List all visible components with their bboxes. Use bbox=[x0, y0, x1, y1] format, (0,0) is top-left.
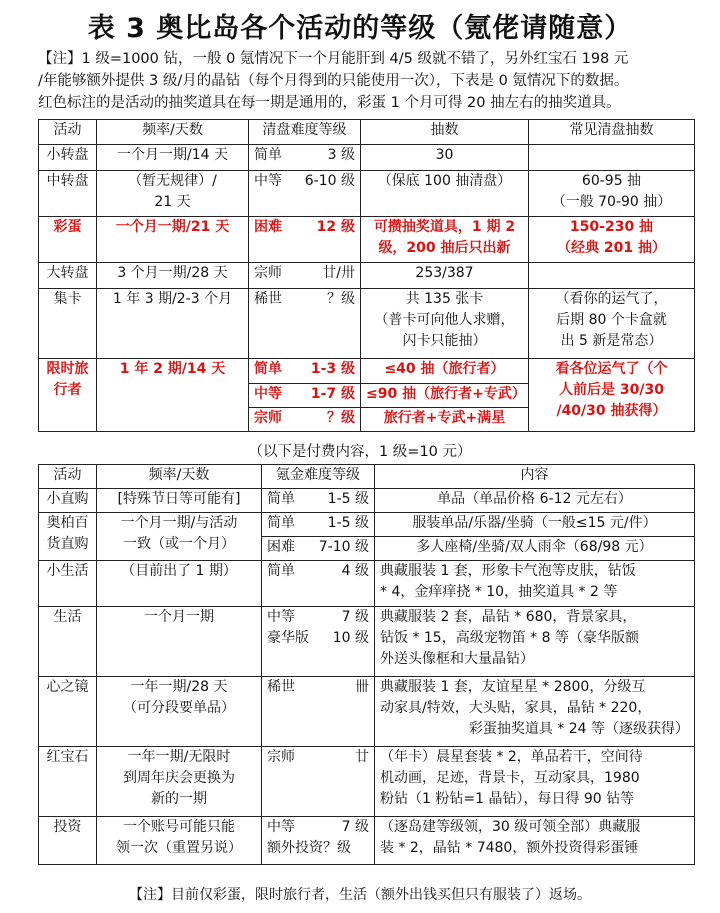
difficulty-label: 宗师 bbox=[254, 410, 282, 426]
content: 服装单品/乐器/坐骑（一般≤15 元/件） bbox=[375, 513, 695, 537]
content-line: （年卡）晨星套装 * 2，单品若干，空间待 bbox=[380, 749, 643, 765]
name-line: 奥柏百 bbox=[46, 515, 89, 531]
difficulty-label: 稀世 bbox=[254, 291, 282, 307]
paid-content-note: （以下是付费内容，1 级=10 元） bbox=[248, 444, 472, 460]
frequency: 一个月一期/14 天 bbox=[97, 145, 249, 171]
difficulty-level: 廿 bbox=[355, 749, 369, 765]
draws-line: 可攒抽奖道具，1 期 2 bbox=[373, 219, 516, 235]
table-row bbox=[39, 607, 695, 677]
frequency-line: 一个账号可能只能 bbox=[123, 819, 235, 835]
difficulty bbox=[262, 607, 375, 677]
table-row bbox=[39, 677, 695, 747]
content-line: 机动画，足迹，背景卡，互动家具，1980 bbox=[380, 770, 640, 786]
frequency bbox=[97, 171, 249, 217]
content-line: 外送头像框和大量晶钻） bbox=[380, 651, 534, 667]
difficulty bbox=[249, 217, 361, 263]
activity-name: 心之镜 bbox=[39, 677, 97, 747]
draws bbox=[361, 217, 529, 263]
common-draws bbox=[529, 359, 695, 432]
difficulty-level: 1-5 级 bbox=[327, 515, 369, 531]
common-draws bbox=[529, 171, 695, 217]
header-cell: 常见清盘抽数 bbox=[529, 120, 695, 145]
common-draws bbox=[529, 263, 695, 289]
difficulty bbox=[262, 817, 375, 865]
content-line: 彩蛋抽奖道具 * 24 等（逐级获得） bbox=[468, 721, 689, 737]
header-cell: 活动 bbox=[39, 465, 97, 489]
content: 单品（单品价格 6-12 元左右） bbox=[375, 489, 695, 513]
name-line: 限时旅 bbox=[46, 361, 89, 377]
difficulty-label: 稀世 bbox=[267, 679, 295, 695]
common-line: （一般 70-90 抽） bbox=[551, 194, 672, 210]
content-line: 动家具/特效，大头贴，家具，晶钻 * 220， bbox=[380, 700, 652, 716]
difficulty-label: 简单 bbox=[254, 361, 282, 377]
table-row bbox=[39, 359, 695, 384]
table-header bbox=[39, 120, 695, 145]
common-line: /40/30 抽获得） bbox=[556, 403, 667, 419]
frequency-line: 一致（或一个月） bbox=[123, 536, 235, 552]
difficulty-label: 宗师 bbox=[267, 749, 295, 765]
common-draws bbox=[529, 289, 695, 359]
frequency-line: 领一次（重置另说） bbox=[116, 840, 242, 856]
difficulty-label: 中等 bbox=[254, 173, 282, 189]
difficulty-level: ？级 bbox=[327, 410, 355, 426]
footer-note: 【注】目前仅彩蛋，限时旅行者，生活（额外出钱买但只有服装了）返场。 bbox=[129, 887, 591, 903]
header-cell: 内容 bbox=[375, 465, 695, 489]
note-line: 【注】1 级=1000 钻，一般 0 氪情况下一个月能肝到 4/5 级就不错了，另外红宝石 198 元 bbox=[38, 51, 629, 67]
difficulty-label: 简单 bbox=[267, 563, 295, 579]
frequency: （目前出了 1 期） bbox=[97, 561, 262, 607]
frequency: 1 年 3 期/2-3 个月 bbox=[97, 289, 249, 359]
difficulty-level: 10 级 bbox=[332, 630, 369, 646]
frequency-line: （暂无规律）/ bbox=[128, 173, 217, 189]
difficulty bbox=[249, 384, 361, 408]
frequency-line: （可分段要单品） bbox=[123, 700, 235, 716]
header-cell: 频率/天数 bbox=[97, 465, 262, 489]
table-row bbox=[39, 171, 695, 217]
frequency-line: 21 天 bbox=[154, 194, 191, 210]
frequency bbox=[97, 747, 262, 817]
content-line: * 4，金痒痒挠 * 10，抽奖道具 * 2 等 bbox=[380, 584, 618, 600]
paid-content-table bbox=[38, 464, 695, 865]
table-row bbox=[39, 263, 695, 289]
difficulty-level: 3 级 bbox=[327, 147, 355, 163]
difficulty bbox=[262, 747, 375, 817]
activity-name: 小直购 bbox=[39, 489, 97, 513]
content-line: 装 * 2，晶钻 * 7480，额外投资得彩蛋锤 bbox=[380, 840, 639, 856]
common-line: 人前后是 30/30 bbox=[559, 382, 664, 398]
difficulty bbox=[249, 408, 361, 432]
difficulty-label: 困难 bbox=[267, 539, 295, 555]
common-line: 60-95 抽 bbox=[581, 173, 642, 189]
difficulty bbox=[262, 513, 375, 537]
table-row bbox=[39, 489, 695, 513]
activity-name: 中转盘 bbox=[39, 171, 97, 217]
content-line: （逐岛建等级领，30 级可领全部）典藏服 bbox=[380, 819, 641, 835]
table-row bbox=[39, 145, 695, 171]
activity-name: 生活 bbox=[39, 607, 97, 677]
difficulty-level: 卌 bbox=[355, 679, 369, 695]
frequency-line: 一年一期/28 天 bbox=[130, 679, 228, 695]
difficulty-label: 简单 bbox=[267, 515, 295, 531]
difficulty-level: 4 级 bbox=[341, 563, 369, 579]
frequency-line: 一个月一期/与活动 bbox=[120, 515, 238, 531]
difficulty bbox=[249, 145, 361, 171]
difficulty-label: 额外投资？级 bbox=[267, 840, 351, 856]
difficulty-label: 中等 bbox=[267, 609, 295, 625]
content-line: 钻饭 * 15，高级宠物笛 * 8 等（豪华版额 bbox=[380, 630, 639, 646]
page-title: 表 3 奥比岛各个活动的等级（氪佬请随意） bbox=[87, 13, 633, 44]
difficulty-level: 1-7 级 bbox=[310, 386, 355, 402]
content-line: 典藏服装 1 套，形象卡气泡等皮肤，钻饭 bbox=[380, 563, 636, 579]
difficulty-level: 7 级 bbox=[341, 609, 369, 625]
draws: 旅行者+专武+满星 bbox=[361, 408, 529, 432]
common-line: （经典 201 抽） bbox=[557, 240, 666, 256]
frequency: 3 个月一期/28 天 bbox=[97, 263, 249, 289]
difficulty-label: 豪华版 bbox=[267, 630, 309, 646]
frequency: 一个月一期/21 天 bbox=[97, 217, 249, 263]
content-line: 典藏服装 1 套，友谊星星 * 2800，分级互 bbox=[380, 679, 646, 695]
difficulty-level: 6-10 级 bbox=[304, 173, 355, 189]
content: 多人座椅/坐骑/双人雨伞（68/98 元） bbox=[375, 537, 695, 561]
name-line: 货直购 bbox=[46, 536, 89, 552]
draws-line: 共 135 张卡 bbox=[405, 291, 484, 307]
table-row bbox=[39, 747, 695, 817]
header-cell: 频率/天数 bbox=[97, 120, 249, 145]
difficulty-level: 1-3 级 bbox=[310, 361, 355, 377]
draws-line: 级，200 抽后只出新 bbox=[378, 240, 511, 256]
activity-name: 彩蛋 bbox=[39, 217, 97, 263]
difficulty-label: 中等 bbox=[267, 819, 295, 835]
frequency-line: 新的一期 bbox=[151, 791, 207, 807]
difficulty bbox=[262, 561, 375, 607]
common-draws bbox=[529, 217, 695, 263]
common-line: 出 5 新是常态） bbox=[560, 333, 663, 349]
difficulty-label: 简单 bbox=[267, 491, 295, 507]
frequency: [特殊节日等可能有] bbox=[97, 489, 262, 513]
content bbox=[375, 747, 695, 817]
table-header bbox=[39, 465, 695, 489]
table-row bbox=[39, 561, 695, 607]
activity-name bbox=[39, 513, 97, 561]
frequency-line: 到周年庆会更换为 bbox=[123, 770, 235, 786]
draws: （保底 100 抽清盘） bbox=[361, 171, 529, 217]
draws-line: （普卡可向他人求赠， bbox=[374, 312, 515, 328]
common-line: 后期 80 个卡盒就 bbox=[556, 312, 667, 328]
content bbox=[375, 561, 695, 607]
content bbox=[375, 817, 695, 865]
activity-level-table bbox=[38, 119, 695, 432]
difficulty bbox=[249, 289, 361, 359]
difficulty-label: 中等 bbox=[254, 386, 282, 402]
difficulty-level: 廿/卅 bbox=[322, 265, 355, 281]
header-cell: 抽数 bbox=[361, 120, 529, 145]
difficulty-level: 7 级 bbox=[341, 819, 369, 835]
activity-name: 小生活 bbox=[39, 561, 97, 607]
common-line: 看各位运气了（个 bbox=[555, 361, 668, 377]
activity-name: 大转盘 bbox=[39, 263, 97, 289]
activity-name: 红宝石 bbox=[39, 747, 97, 817]
table-row bbox=[39, 817, 695, 865]
activity-name bbox=[39, 359, 97, 432]
content-line: 典藏服装 2 套，晶钻 * 680，背景家具， bbox=[380, 609, 637, 625]
content-line: 粉钻（1 粉钻=1 晶钻），每日得 90 钻等 bbox=[380, 791, 635, 807]
difficulty-label: 困难 bbox=[254, 219, 282, 235]
draws bbox=[361, 289, 529, 359]
difficulty bbox=[249, 263, 361, 289]
difficulty bbox=[249, 171, 361, 217]
difficulty-label: 宗师 bbox=[254, 265, 282, 281]
header-cell: 清盘难度等级 bbox=[249, 120, 361, 145]
difficulty bbox=[262, 537, 375, 561]
frequency bbox=[97, 513, 262, 561]
header-cell: 活动 bbox=[39, 120, 97, 145]
note-line: 红色标注的是活动的抽奖道具在每一期是通用的，彩蛋 1 个月可得 20 抽左右的抽奖道具。 bbox=[38, 95, 621, 111]
difficulty-level: 7-10 级 bbox=[318, 539, 369, 555]
content bbox=[375, 607, 695, 677]
difficulty-label: 简单 bbox=[254, 147, 282, 163]
draws-line: 闪卡只能抽） bbox=[402, 333, 487, 349]
frequency: 一个月一期 bbox=[97, 607, 262, 677]
draws: 253/387 bbox=[361, 263, 529, 289]
frequency-line: 一年一期/无限时 bbox=[127, 749, 231, 765]
difficulty-level: ？级 bbox=[327, 291, 355, 307]
frequency bbox=[97, 817, 262, 865]
note-line: /年能够额外提供 3 级/月的晶钻（每个月得到的只能使用一次），下表是 0 氪情况下的数据。 bbox=[38, 73, 629, 89]
common-draws bbox=[529, 145, 695, 171]
frequency bbox=[97, 677, 262, 747]
common-line: 150-230 抽 bbox=[569, 219, 654, 235]
common-line: （看你的运气了， bbox=[555, 291, 668, 307]
name-line: 行者 bbox=[53, 382, 82, 398]
difficulty-level: 12 级 bbox=[316, 219, 355, 235]
table-row bbox=[39, 217, 695, 263]
frequency: 1 年 2 期/14 天 bbox=[97, 359, 249, 432]
draws: ≤90 抽（旅行者+专武） bbox=[361, 384, 529, 408]
header-cell: 氪金难度等级 bbox=[262, 465, 375, 489]
difficulty bbox=[262, 489, 375, 513]
table-row bbox=[39, 513, 695, 537]
table-row bbox=[39, 289, 695, 359]
difficulty-level: 1-5 级 bbox=[327, 491, 369, 507]
notes bbox=[38, 48, 698, 114]
content bbox=[375, 677, 695, 747]
difficulty bbox=[262, 677, 375, 747]
draws: 30 bbox=[361, 145, 529, 171]
difficulty bbox=[249, 359, 361, 384]
activity-name: 小转盘 bbox=[39, 145, 97, 171]
activity-name: 集卡 bbox=[39, 289, 97, 359]
draws: ≤40 抽（旅行者） bbox=[361, 359, 529, 384]
activity-name: 投资 bbox=[39, 817, 97, 865]
